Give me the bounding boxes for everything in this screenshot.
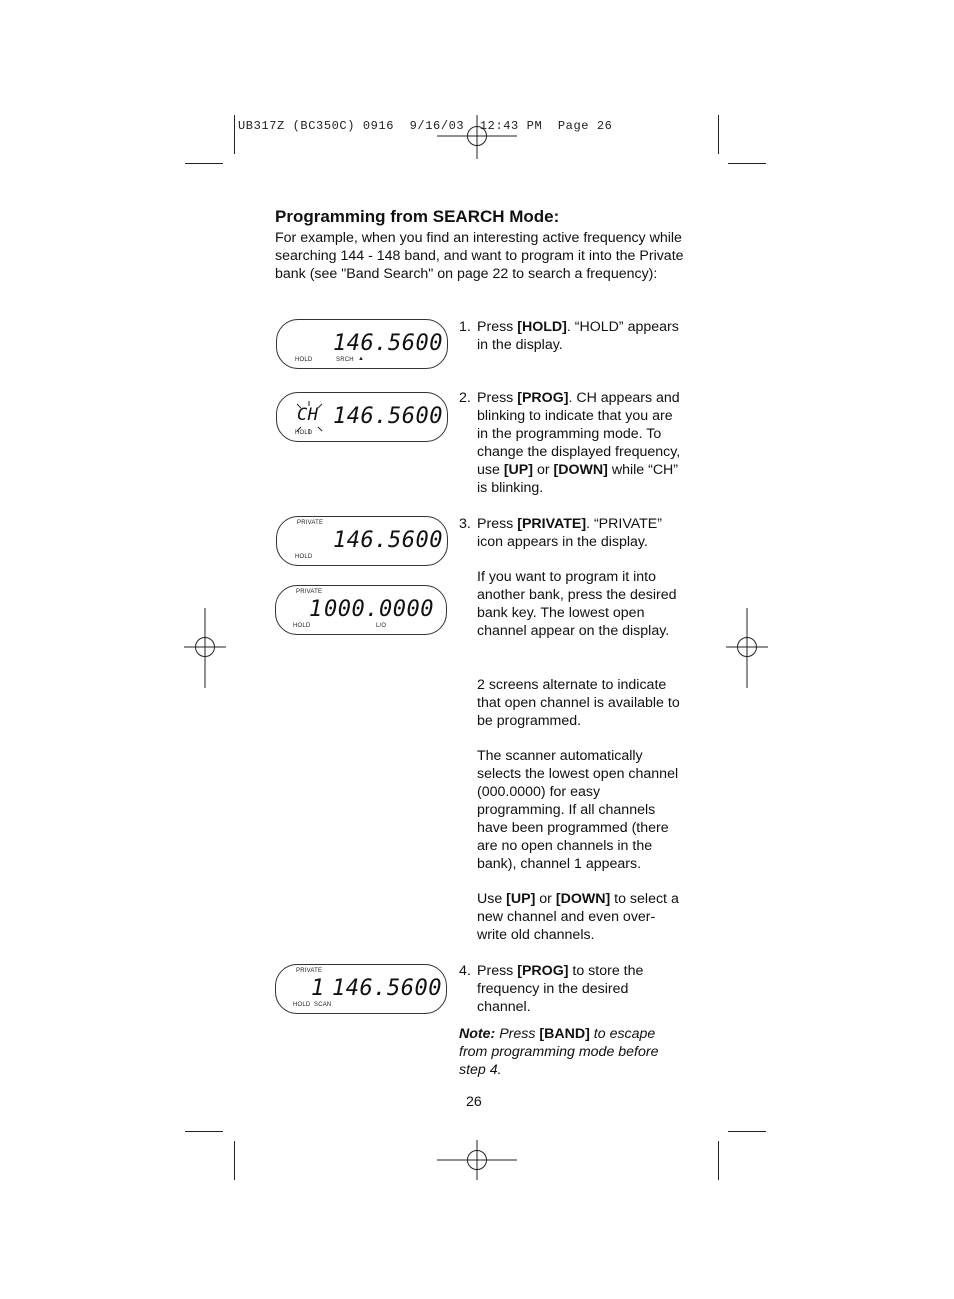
down-key: [DOWN] bbox=[553, 462, 608, 478]
private-key: [PRIVATE] bbox=[517, 516, 587, 532]
note bbox=[459, 1025, 683, 1079]
step-text: Press bbox=[477, 516, 518, 532]
registration-mark-top bbox=[437, 115, 517, 159]
step-1 bbox=[459, 318, 683, 354]
print-header: UB317Z (BC350C) 0916 9/16/03 12:43 PM Page 26 bbox=[238, 119, 613, 133]
step-4 bbox=[459, 962, 683, 1016]
crop-mark bbox=[728, 1131, 766, 1132]
lcd-lockout-indicator: L/O bbox=[376, 623, 387, 629]
lcd-ch-indicator: CH bbox=[297, 405, 319, 425]
crop-mark bbox=[234, 1141, 235, 1180]
note-text: to escape from programming mode before step 4. bbox=[459, 1026, 659, 1078]
lcd-channel-number: 1 bbox=[311, 976, 325, 1001]
up-key: [UP] bbox=[506, 891, 536, 907]
step-number: 1. bbox=[459, 319, 471, 335]
crop-mark bbox=[185, 1131, 223, 1132]
crop-mark bbox=[718, 1141, 719, 1180]
lcd-display-ch-blinking bbox=[276, 392, 448, 442]
para-text: Use bbox=[477, 891, 507, 907]
note-label: Note: bbox=[459, 1026, 496, 1042]
band-key: [BAND] bbox=[539, 1026, 590, 1042]
step-3 bbox=[459, 515, 683, 551]
lcd-hold-indicator: HOLD bbox=[293, 1002, 311, 1008]
prog-key: [PROG] bbox=[517, 963, 569, 979]
hold-key: [HOLD] bbox=[517, 319, 567, 335]
lcd-srch-indicator: SRCH bbox=[336, 357, 354, 363]
overwrite-paragraph bbox=[477, 890, 683, 944]
lcd-up-arrow-icon: ▲ bbox=[358, 356, 365, 362]
step-text: . CH appears and blinking to indicate that you are in the programming mode. To change the displayed frequency, use bbox=[477, 390, 681, 478]
lcd-private-indicator: PRIVATE bbox=[297, 520, 324, 526]
lcd-display-open-channel bbox=[275, 585, 447, 635]
step-text: Press bbox=[477, 319, 518, 335]
registration-mark-right bbox=[726, 608, 768, 688]
lcd-hold-indicator: HOLD bbox=[295, 554, 313, 560]
lcd-frequency: 146.5600 bbox=[333, 331, 443, 356]
registration-mark-left bbox=[184, 608, 226, 688]
lcd-frequency: 146.5600 bbox=[332, 976, 442, 1001]
bank-paragraph: If you want to program it into another bank, press the desired bank key. The lowest open channel appear on the display. bbox=[477, 569, 677, 639]
crop-mark bbox=[728, 163, 766, 164]
alternate-paragraph: 2 screens alternate to indicate that open channel is available to be programmed. bbox=[477, 677, 680, 729]
down-key: [DOWN] bbox=[555, 891, 611, 907]
crop-mark bbox=[234, 115, 235, 154]
up-key: [UP] bbox=[503, 462, 533, 478]
lcd-display-private bbox=[276, 516, 448, 566]
lcd-private-indicator: PRIVATE bbox=[296, 968, 323, 974]
lcd-display-hold bbox=[276, 319, 448, 369]
prog-key: [PROG] bbox=[517, 390, 569, 406]
crop-mark bbox=[185, 163, 223, 164]
step-number: 2. bbox=[459, 390, 471, 406]
lcd-channel-number: 1 bbox=[309, 597, 323, 622]
step-text: or bbox=[533, 462, 554, 478]
lcd-display-stored bbox=[275, 964, 447, 1014]
lcd-hold-indicator: HOLD bbox=[295, 357, 313, 363]
step-text: . “HOLD” appears in the display. bbox=[477, 319, 679, 353]
step-text: . “PRIVATE” icon appears in the display. bbox=[477, 516, 662, 550]
lcd-frequency: 146.5600 bbox=[333, 404, 443, 429]
step-number: 3. bbox=[459, 516, 471, 532]
page-number: 26 bbox=[466, 1094, 482, 1110]
step-text: while “CH” is blinking. bbox=[477, 462, 679, 496]
step-text: Press bbox=[477, 390, 518, 406]
step-text: to store the frequency in the desired channel. bbox=[477, 963, 644, 1015]
para-text: or bbox=[535, 891, 556, 907]
auto-select-paragraph: The scanner automatically selects the lowest open channel (000.0000) for easy programming. If all channels have been programmed (there are no open channels in the bank), channel 1 appears. bbox=[477, 748, 679, 872]
lcd-hold-indicator: HOLD bbox=[295, 430, 313, 436]
step-2 bbox=[459, 389, 683, 497]
step-number: 4. bbox=[459, 963, 471, 979]
lcd-frequency: 000.0000 bbox=[324, 597, 434, 622]
lcd-scan-indicator: SCAN bbox=[314, 1002, 332, 1008]
crop-mark bbox=[718, 115, 719, 154]
intro-paragraph: For example, when you find an interesting active frequency while searching 144 - 148 band, and want to program it into the Private bank (see "Band Search" on page 22 to search a frequency): bbox=[275, 230, 684, 282]
lcd-hold-indicator: HOLD bbox=[293, 623, 311, 629]
para-text: to select a new channel and even over-write old channels. bbox=[477, 891, 679, 943]
step-text: Press bbox=[477, 963, 518, 979]
lcd-private-indicator: PRIVATE bbox=[296, 589, 323, 595]
registration-mark-bottom bbox=[437, 1140, 517, 1180]
lcd-frequency: 146.5600 bbox=[333, 528, 443, 553]
note-text: Press bbox=[495, 1026, 540, 1042]
section-title: Programming from SEARCH Mode: bbox=[275, 207, 560, 226]
